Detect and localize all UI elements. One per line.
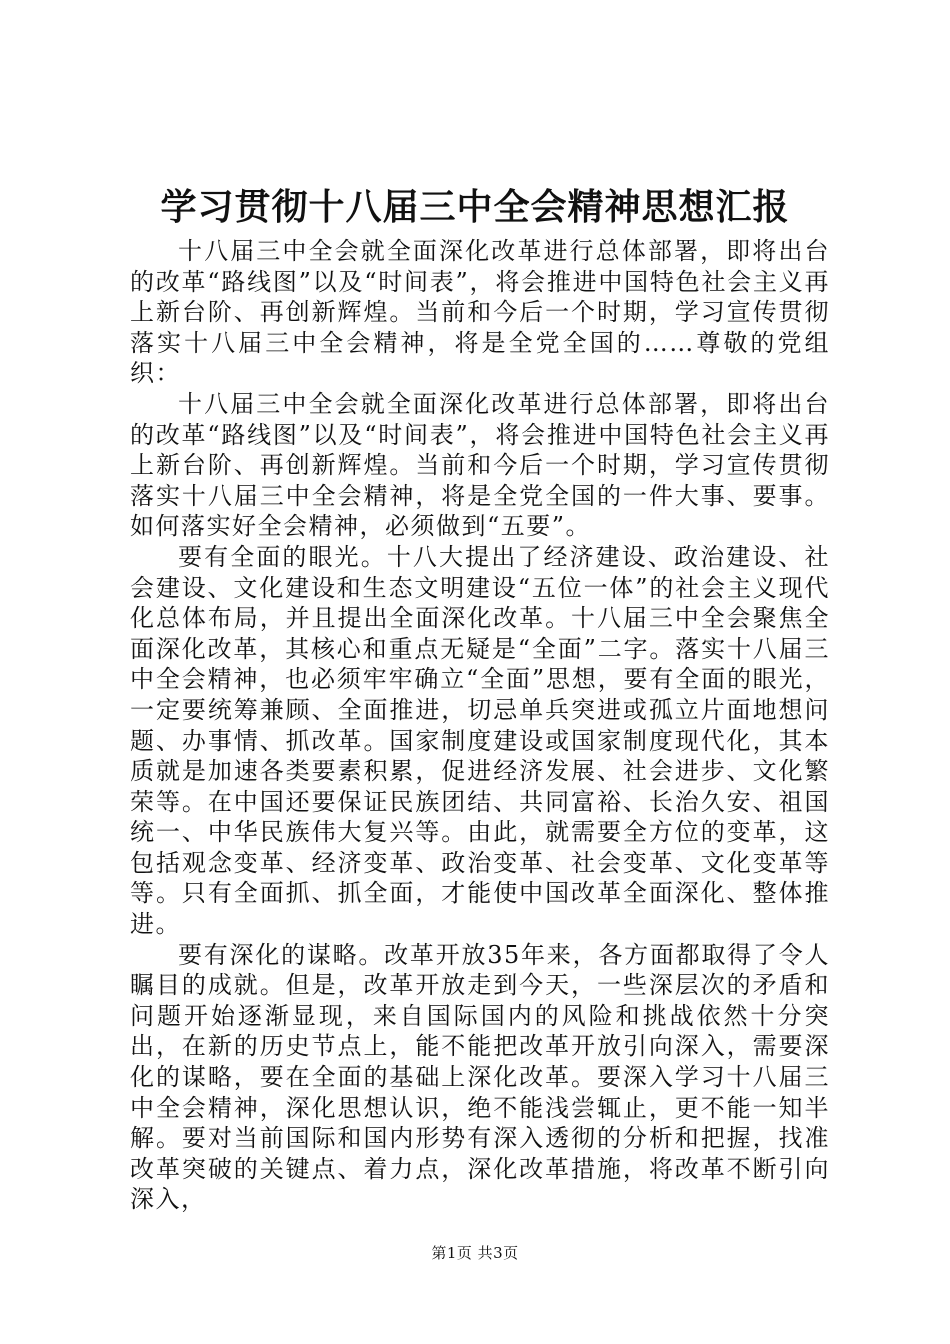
paragraph: 要有深化的谋略。改革开放35年来，各方面都取得了令人瞩目的成就。但是，改革开放走到今天，一些深层次的矛盾和问题开始逐渐显现，来自国际国内的风险和挑战依然十分突出，在新的历史节点上，能不能把改革开放引向深入，需要深化的谋略，要在全面的基础上深化改革。要深入学习十八届三中全会精神，深化思想认识，绝不能浅尝辄止，更不能一知半解。要对当前国际和国内形势有深入透彻的分析和把握，找准改革突破的关键点、着力点，深化改革措施，将改革不断引向深入，	[130, 940, 830, 1214]
document-body	[130, 236, 830, 1215]
document-title: 学习贯彻十八届三中全会精神思想汇报	[160, 187, 790, 228]
paragraph: 十八届三中全会就全面深化改革进行总体部署，即将出台的改革“路线图”以及“时间表”，将会推进中国特色社会主义再上新台阶、再创新辉煌。当前和今后一个时期，学习宣传贯彻落实十八届三中全会精神，将是全党全国的一件大事、要事。如何落实好全会精神，必须做到“五要”。	[130, 389, 830, 541]
paragraph: 十八届三中全会就全面深化改革进行总体部署，即将出台的改革“路线图”以及“时间表”，将会推进中国特色社会主义再上新台阶、再创新辉煌。当前和今后一个时期，学习宣传贯彻落实十八届三中全会精神，将是全党全国的……尊敬的党组织：	[130, 237, 830, 388]
page-number-footer: 第1页 共3页	[431, 1244, 519, 1262]
paragraph: 要有全面的眼光。十八大提出了经济建设、政治建设、社会建设、文化建设和生态文明建设“五位一体”的社会主义现代化总体布局，并且提出全面深化改革。十八届三中全会聚焦全面深化改革，其核心和重点无疑是“全面”二字。落实十八届三中全会精神，也必须牢牢确立“全面”思想，要有全面的眼光，一定要统筹兼顾、全面推进，切忌单兵突进或孤立片面地想问题、办事情、抓改革。国家制度建设或国家制度现代化，其本质就是加速各类要素积累，促进经济发展、社会进步、文化繁荣等。在中国还要保证民族团结、共同富裕、长治久安、祖国统一、中华民族伟大复兴等。由此，就需要全方位的变革，这包括观念变革、经济变革、政治变革、社会变革、文化变革等等。只有全面抓、抓全面，才能使中国改革全面深化、整体推进。	[130, 542, 830, 939]
